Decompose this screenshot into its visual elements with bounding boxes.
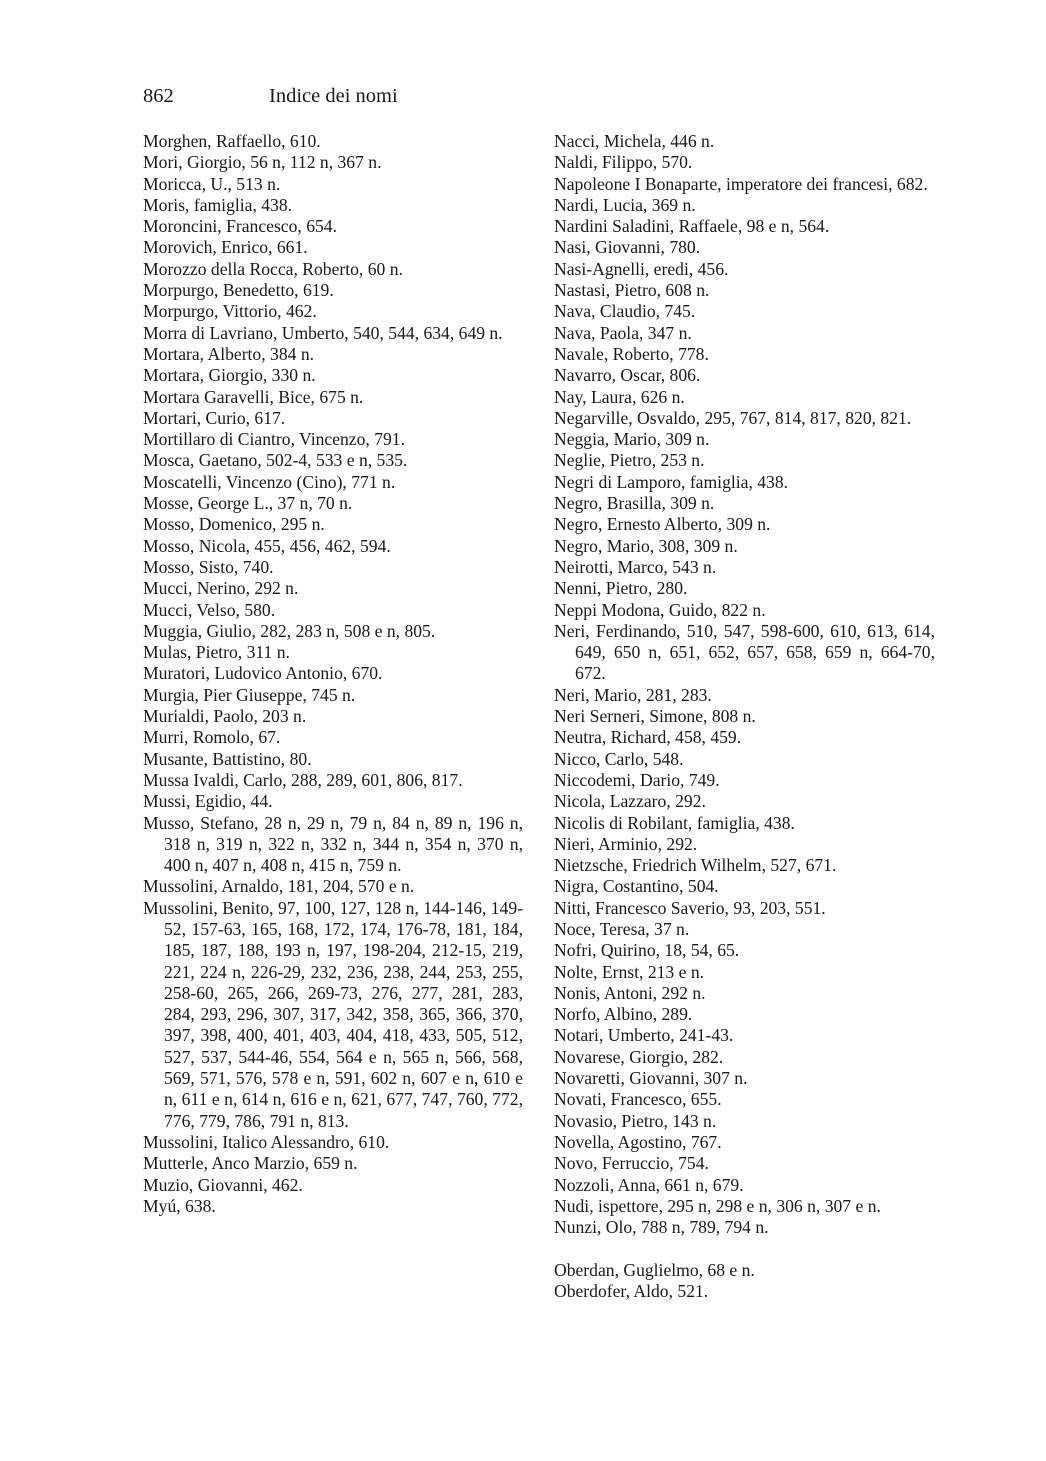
index-entry: Nastasi, Pietro, 608 n.: [554, 280, 710, 301]
index-entry: Nacci, Michela, 446 n.: [554, 131, 715, 151]
index-entry: Notari, Umberto, 241-43.: [554, 1025, 734, 1046]
index-entry: Mucci, Nerino, 292 n.: [143, 578, 299, 599]
index-entry: Napoleone I Bonaparte, imperatore dei francesi, 682.: [554, 173, 928, 194]
index-entry: Neggia, Mario, 309 n.: [554, 429, 710, 450]
running-title: Indice dei nomi: [269, 85, 398, 107]
index-entry: Muratori, Ludovico Antonio, 670.: [143, 663, 383, 684]
index-entry: Neppi Modona, Guido, 822 n.: [554, 599, 766, 620]
index-entry: Mosse, George L., 37 n, 70 n.: [143, 493, 353, 514]
index-entry: Novaretti, Giovanni, 307 n.: [554, 1068, 748, 1089]
index-entry: Morpurgo, Benedetto, 619.: [143, 280, 334, 301]
index-entry: Nonis, Antoni, 292 n.: [554, 982, 706, 1003]
index-entry: Negri di Lamporo, famiglia, 438.: [554, 471, 789, 492]
index-entry: Oberdan, Guglielmo, 68 e n.: [554, 1259, 755, 1280]
index-entry: Morovich, Enrico, 661.: [143, 237, 308, 258]
index-entry: Morghen, Raffaello, 610.: [143, 131, 321, 151]
index-entry: Mosso, Sisto, 740.: [143, 556, 274, 577]
index-entry: Musante, Battistino, 80.: [143, 748, 312, 769]
index-entry: Nardi, Lucia, 369 n.: [554, 194, 696, 215]
index-entry: Nolte, Ernst, 213 e n.: [554, 961, 705, 982]
index-entry: Nay, Laura, 626 n.: [554, 386, 685, 407]
index-entry: Myú, 638.: [143, 1195, 216, 1216]
index-entry: Novasio, Pietro, 143 n.: [554, 1110, 717, 1131]
index-entry: Moricca, U., 513 n.: [143, 173, 281, 194]
index-entry: Mortillaro di Ciantro, Vincenzo, 791.: [143, 429, 405, 450]
index-entry: Nietzsche, Friedrich Wilhelm, 527, 671.: [554, 855, 837, 876]
index-column-left: [143, 131, 523, 1217]
index-entry: Mortari, Curio, 617.: [143, 407, 286, 428]
index-entry: Musso, Stefano, 28 n, 29 n, 79 n, 84 n, 89 n, 196 n, 318 n, 319 n, 322 n, 332 n, 344 n, 354 n, 370 n, 400 n, 407 n, 408 n, 415 n, 759 n.: [143, 812, 523, 876]
letter-section-gap: [554, 1238, 935, 1259]
index-entry: Moscatelli, Vincenzo (Cino), 771 n.: [143, 471, 396, 492]
index-entry: Nicco, Carlo, 548.: [554, 748, 684, 769]
index-entry: Novarese, Giorgio, 282.: [554, 1046, 724, 1067]
index-entry: Mortara, Alberto, 384 n.: [143, 343, 315, 364]
index-entry: Neri Serneri, Simone, 808 n.: [554, 706, 756, 727]
index-entry: Nardini Saladini, Raffaele, 98 e n, 564.: [554, 216, 830, 237]
index-entry: Nava, Claudio, 745.: [554, 301, 696, 322]
index-entry: Morozzo della Rocca, Roberto, 60 n.: [143, 258, 403, 279]
index-entry: Nofri, Quirino, 18, 54, 65.: [554, 940, 740, 961]
index-entry: Moroncini, Francesco, 654.: [143, 216, 337, 237]
index-entry: Muzio, Giovanni, 462.: [143, 1174, 303, 1195]
index-entry: Murgia, Pier Giuseppe, 745 n.: [143, 684, 356, 705]
index-entry: Murialdi, Paolo, 203 n.: [143, 706, 307, 727]
index-entry: Mulas, Pietro, 311 n.: [143, 642, 290, 663]
index-entry: Neglie, Pietro, 253 n.: [554, 450, 705, 471]
index-entry: Negro, Ernesto Alberto, 309 n.: [554, 514, 771, 535]
page-number: 862: [143, 85, 174, 107]
index-entry: Murri, Romolo, 67.: [143, 727, 281, 748]
index-entry: Mosso, Domenico, 295 n.: [143, 514, 325, 535]
index-entry: Nunzi, Olo, 788 n, 789, 794 n.: [554, 1217, 769, 1238]
index-entry: Nenni, Pietro, 280.: [554, 578, 688, 599]
index-entry: Nasi-Agnelli, eredi, 456.: [554, 258, 729, 279]
index-entry: Neri, Mario, 281, 283.: [554, 684, 712, 705]
index-entry: Moris, famiglia, 438.: [143, 194, 293, 215]
index-entry: Negro, Brasilla, 309 n.: [554, 493, 715, 514]
index-entry: Navarro, Oscar, 806.: [554, 365, 701, 386]
index-entry: Mucci, Velso, 580.: [143, 599, 276, 620]
index-entry: Nicolis di Robilant, famiglia, 438.: [554, 812, 795, 833]
index-column-right: [554, 131, 935, 1302]
index-entry: Novo, Ferruccio, 754.: [554, 1153, 709, 1174]
index-entry: Morpurgo, Vittorio, 462.: [143, 301, 317, 322]
index-entry: Negro, Mario, 308, 309 n.: [554, 535, 738, 556]
index-entry: Noce, Teresa, 37 n.: [554, 918, 690, 939]
index-entry: Neutra, Richard, 458, 459.: [554, 727, 742, 748]
index-entry: Muggia, Giulio, 282, 283 n, 508 e n, 805.: [143, 620, 436, 641]
index-entry: Mosso, Nicola, 455, 456, 462, 594.: [143, 535, 391, 556]
index-entry: Nitti, Francesco Saverio, 93, 203, 551.: [554, 897, 826, 918]
index-entry: Nasi, Giovanni, 780.: [554, 237, 701, 258]
index-entry: Mussolini, Italico Alessandro, 610.: [143, 1131, 390, 1152]
index-entry: Norfo, Albino, 289.: [554, 1004, 693, 1025]
index-entry: Niccodemi, Dario, 749.: [554, 769, 720, 790]
index-entry: Mussolini, Arnaldo, 181, 204, 570 e n.: [143, 876, 415, 897]
running-header: [143, 84, 398, 108]
index-entry: Novella, Agostino, 767.: [554, 1131, 722, 1152]
index-entry: Mussi, Egidio, 44.: [143, 791, 273, 812]
index-entry: Navale, Roberto, 778.: [554, 343, 709, 364]
index-entry: Negarville, Osvaldo, 295, 767, 814, 817, 820, 821.: [554, 407, 912, 428]
index-entry: Nudi, ispettore, 295 n, 298 e n, 306 n, 307 e n.: [554, 1195, 881, 1216]
index-entry: Mussa Ivaldi, Carlo, 288, 289, 601, 806, 817.: [143, 769, 463, 790]
index-entry: Mortara Garavelli, Bice, 675 n.: [143, 386, 364, 407]
index-entry: Naldi, Filippo, 570.: [554, 152, 693, 173]
index-entry: Mutterle, Anco Marzio, 659 n.: [143, 1153, 358, 1174]
index-entry: Nieri, Arminio, 292.: [554, 833, 698, 854]
index-entry: Mussolini, Benito, 97, 100, 127, 128 n, 144-146, 149-52, 157-63, 165, 168, 172, 174, 176-78, 181, 184, 185, 187, 188, 193 n, 197, 198-204, 212-15, 219, 221, 224 n, 226-29, 232, 236, 238, 244, 253, 255, 258-60, 265, 266, 269-73, 276, 277, 281, 283, 284, 293, 296, 307, 317, 342, 358, 365, 366, 370, 397, 398, 400, 401, 403, 404, 418, 433, 505, 512, 527, 537, 544-46, 554, 564 e n, 565 n, 566, 568, 569, 571, 576, 578 e n, 591, 602 n, 607 e n, 610 e n, 611 e n, 614 n, 616 e n, 621, 677, 747, 760, 772, 776, 779, 786, 791 n, 813.: [143, 897, 523, 1131]
index-entry: Mori, Giorgio, 56 n, 112 n, 367 n.: [143, 152, 382, 173]
index-entry: Mortara, Giorgio, 330 n.: [143, 365, 316, 386]
index-entry: Novati, Francesco, 655.: [554, 1089, 722, 1110]
index-entry: Neirotti, Marco, 543 n.: [554, 556, 717, 577]
index-entry: Morra di Lavriano, Umberto, 540, 544, 634, 649 n.: [143, 322, 503, 343]
index-entry: Oberdofer, Aldo, 521.: [554, 1281, 709, 1302]
index-entry: Nava, Paola, 347 n.: [554, 322, 692, 343]
index-entry: Nicola, Lazzaro, 292.: [554, 791, 706, 812]
index-entry: Nigra, Costantino, 504.: [554, 876, 719, 897]
index-entry: Nozzoli, Anna, 661 n, 679.: [554, 1174, 744, 1195]
index-entry: Neri, Ferdinando, 510, 547, 598-600, 610, 613, 614, 649, 650 n, 651, 652, 657, 658, 659 n, 664-70, 672.: [554, 620, 935, 684]
index-entry: Mosca, Gaetano, 502-4, 533 e n, 535.: [143, 450, 408, 471]
